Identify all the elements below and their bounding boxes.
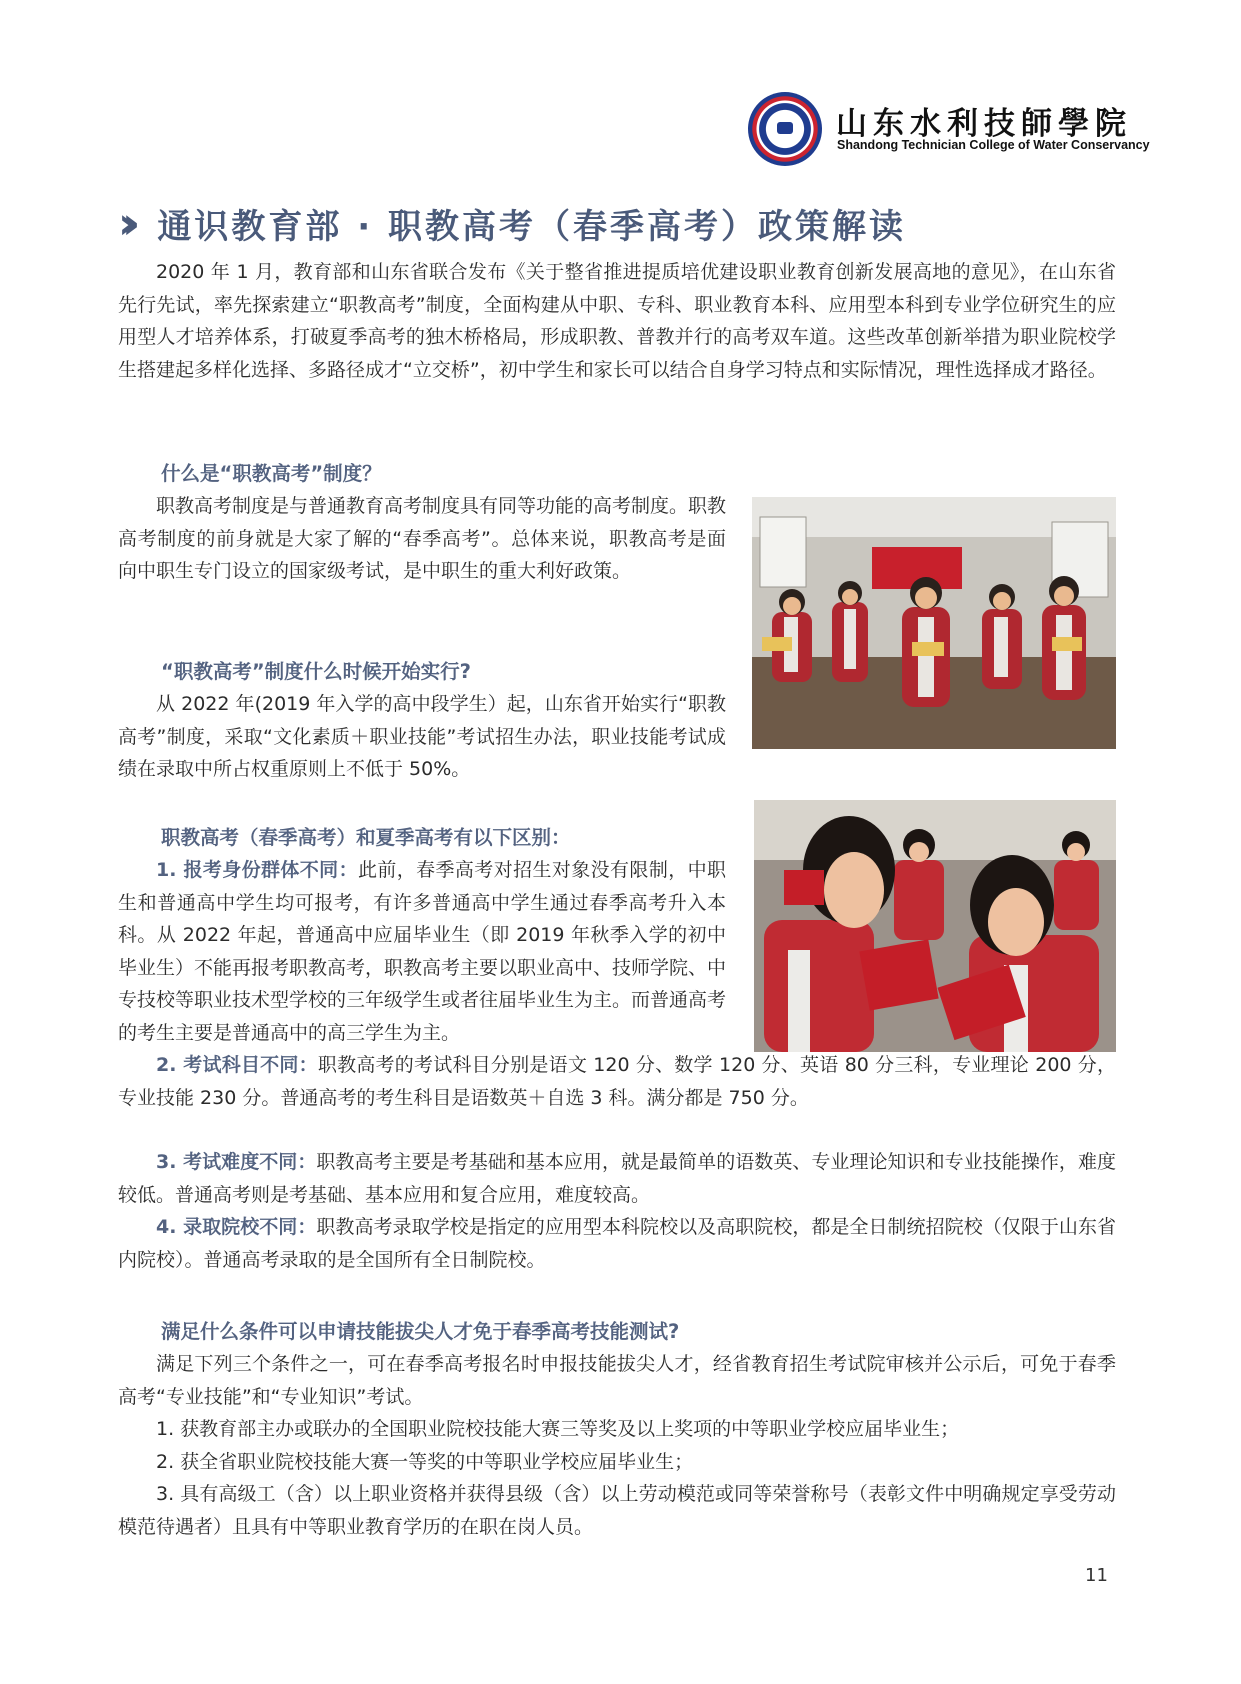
double-chevron-icon: ›› xyxy=(118,198,127,249)
difference-item xyxy=(118,1211,1116,1276)
title-row xyxy=(118,198,906,248)
school-name-cn: 山东水利技師學院 xyxy=(836,106,1132,142)
difference-text: 职教高考的考试科目分别是语文 120 分、数学 120 分、英语 80 分三科，专业理论 200 分，专业技能 230 分。普通高考的考生科目是语数英＋自选 3 科。满分都是 750 分。 xyxy=(118,1054,1116,1109)
page-title: 通识教育部 · 职教高考（春季高考）政策解读 xyxy=(157,207,906,247)
difference-item xyxy=(118,854,726,1049)
section-heading-what-is: 什么是“职教高考”制度？ xyxy=(161,462,382,485)
section-body-conditions: 满足下列三个条件之一，可在春季高考报名时申报技能拔尖人才，经省教育招生考试院审核并公示后，可免于春季高考“专业技能”和“专业知识”考试。 xyxy=(118,1353,1116,1408)
difference-label: 4. 录取院校不同： xyxy=(156,1216,317,1238)
school-logo xyxy=(748,78,1150,182)
condition-item: 3. 具有高级工（含）以上职业资格并获得县级（含）以上劳动模范或同等荣誉称号（表彰文件中明确规定享受劳动模范待遇者）且具有中等职业教育学历的在职在岗人员。 xyxy=(118,1483,1116,1538)
page-number: 11 xyxy=(1085,1565,1108,1586)
difference-label: 1. 报考身份群体不同： xyxy=(156,859,358,881)
students-reading-photo xyxy=(754,800,1116,1052)
condition-item: 1. 获教育部主办或联办的全国职业院校技能大赛三等奖及以上奖项的中等职业学校应届毕业生； xyxy=(156,1418,960,1440)
section-heading-differences: 职教高考（春季高考）和夏季高考有以下区别： xyxy=(161,826,571,849)
difference-text: 职教高考录取学校是指定的应用型本科院校以及高职院校，都是全日制统招院校（仅限于山东省内院校）。普通高考录取的是全国所有全日制院校。 xyxy=(118,1216,1116,1271)
difference-item xyxy=(118,1146,1116,1211)
section-body-what-is: 职教高考制度是与普通教育高考制度具有同等功能的高考制度。职教高考制度的前身就是大家了解的“春季高考”。总体来说，职教高考是面向中职生专门设立的国家级考试，是中职生的重大利好政策。 xyxy=(118,495,727,582)
intro-paragraph: 2020 年 1 月，教育部和山东省联合发布《关于整省推进提质培优建设职业教育创新发展高地的意见》，在山东省先行先试，率先探索建立“职教高考”制度，全面构建从中职、专科、职业教育本科、应用型本科到专业学位研究生的应用型人才培养体系，打破夏季高考的独木桥格局，形成职教、普教并行的高考双车道。这些改革创新举措为职业院校学生搭建起多样化选择、多路径成才“立交桥”，初中学生和家长可以结合自身学习特点和实际情况，理性选择成才路径。 xyxy=(118,261,1116,381)
difference-text: 职教高考主要是考基础和基本应用，就是最简单的语数英、专业理论知识和专业技能操作，难度较低。普通高考则是考基础、基本应用和复合应用，难度较高。 xyxy=(118,1151,1116,1206)
condition-item: 2. 获全省职业院校技能大赛一等奖的中等职业学校应届毕业生； xyxy=(156,1451,694,1473)
section-heading-conditions: 满足什么条件可以申请技能拔尖人才免于春季高考技能测试? xyxy=(161,1320,680,1343)
section-heading-when: “职教高考”制度什么时候开始实行? xyxy=(161,660,471,683)
difference-text: 此前，春季高考对招生对象没有限制，中职生和普通高中学生均可报考，有许多普通高中学生通过春季高考升入本科。从 2022 年起，普通高中应届毕业生（即 2019 年秋季入学的初中毕业生）不能再报考职教高考，职教高考主要以职业高中、技师学院、中专技校等职业技术型学校的三年级学生或者往届毕业生为主。而普通高考的考生主要是普通高中的高三学生为主。 xyxy=(118,859,727,1044)
classroom-photo xyxy=(752,497,1116,749)
difference-label: 2. 考试科目不同： xyxy=(156,1054,318,1076)
school-name-en: Shandong Technician College of Water Conservancy xyxy=(837,138,1150,152)
school-seal-icon xyxy=(748,92,822,166)
difference-label: 3. 考试难度不同： xyxy=(156,1151,317,1173)
difference-item xyxy=(118,1049,1116,1114)
section-body-when: 从 2022 年(2019 年入学的高中段学生）起，山东省开始实行“职教高考”制度，采取“文化素质＋职业技能”考试招生办法，职业技能考试成绩在录取中所占权重原则上不低于 50%。 xyxy=(118,693,726,780)
